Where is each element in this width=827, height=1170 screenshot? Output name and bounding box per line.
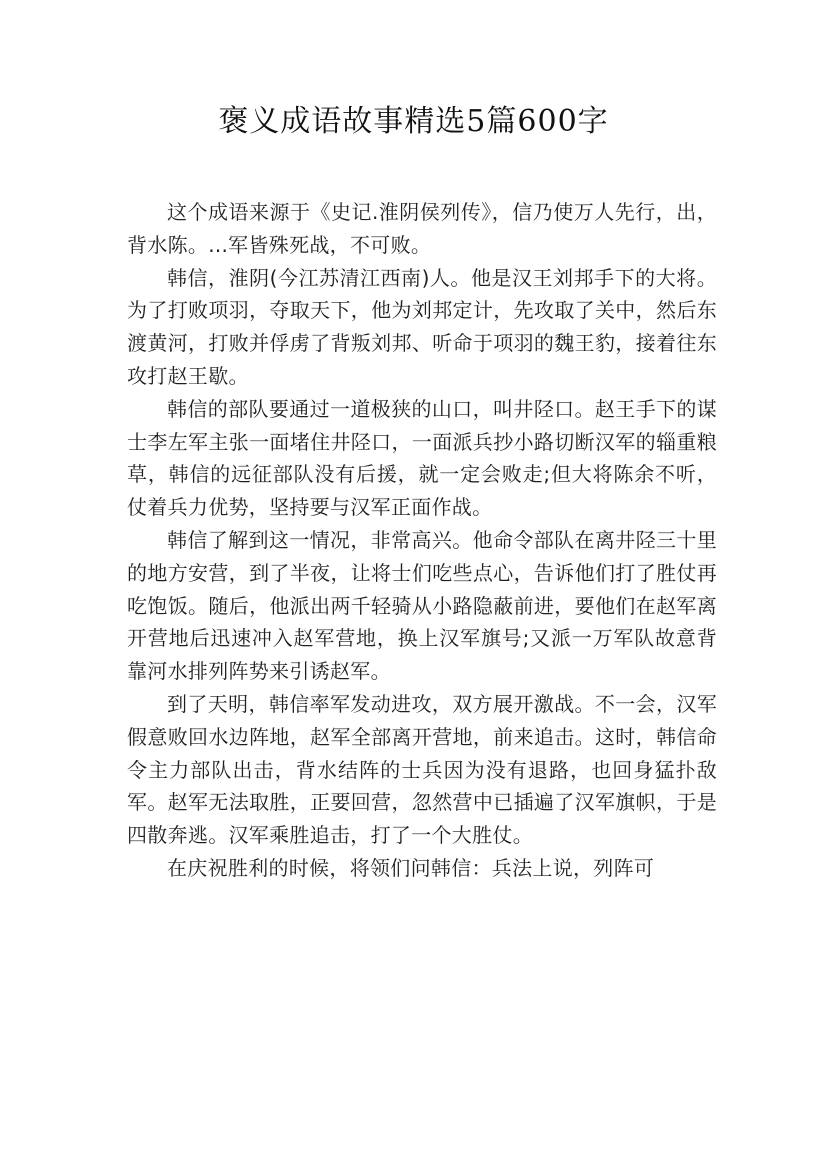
document-title: 褒义成语故事精选5篇600字 — [218, 104, 609, 139]
paragraph-1: 这个成语来源于《史记.淮阴侯列传》，信乃使万人先行，出，背水陈。...军皆殊死战，不可败。 — [127, 200, 717, 257]
document-body — [127, 196, 717, 885]
paragraph-3: 韩信的部队要通过一道极狭的山口，叫井陉口。赵王手下的谋士李左军主张一面堵住井陉口，一面派兵抄小路切断汉军的辎重粮草，韩信的远征部队没有后援，就一定会败走;但大将陈余不听，仗着兵力优势，坚持要与汉军正面作战。 — [127, 396, 717, 520]
paragraph-4: 韩信了解到这一情况，非常高兴。他命令部队在离井陉三十里的地方安营，到了半夜，让将士们吃些点心，告诉他们打了胜仗再吃饱饭。随后，他派出两千轻骑从小路隐蔽前进，要他们在赵军离开营地后迅速冲入赵军营地，换上汉军旗号;又派一万军队故意背靠河水排列阵势来引诱赵军。 — [127, 527, 717, 684]
paragraph-2: 韩信，淮阴(今江苏清江西南)人。他是汉王刘邦手下的大将。为了打败项羽，夺取天下，他为刘邦定计，先攻取了关中，然后东渡黄河，打败并俘虏了背叛刘邦、听命于项羽的魏王豹，接着往东攻打赵王歇。 — [127, 265, 717, 388]
paragraph-5: 到了天明，韩信率军发动进攻，双方展开激战。不一会，汉军假意败回水边阵地，赵军全部离开营地，前来追击。这时，韩信命令主力部队出击，背水结阵的士兵因为没有退路，也回身猛扑敌军。赵军无法取胜，正要回营，忽然营中已插遍了汉军旗帜，于是四散奔逃。汉军乘胜追击，打了一个大胜仗。 — [127, 691, 717, 848]
paragraph-6: 在庆祝胜利的时候，将领们问韩信：兵法上说，列阵可 — [167, 855, 655, 880]
